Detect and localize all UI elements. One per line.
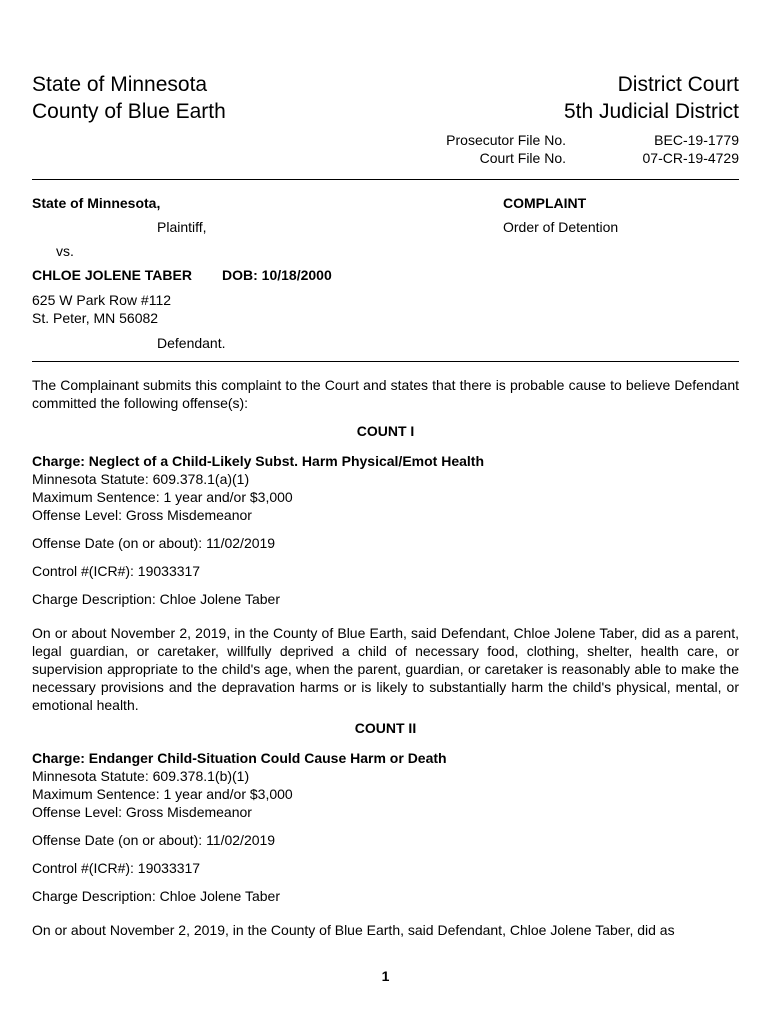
offense-date-line: Offense Date (on or about): 11/02/2019 [32,535,276,551]
intro-paragraph: The Complainant submits this complaint to the Court and states that there is probable cause to believe Defendant committed the following offense(s): [32,377,739,411]
narrative-paragraph: On or about November 2, 2019, in the County of Blue Earth, said Defendant, Chloe Jolene Taber, did as [32,922,675,938]
offense-level-line: Offense Level: Gross Misdemeanor [32,507,252,523]
page-number: 1 [381,968,390,984]
court-file-label: Court File No. [479,150,566,166]
defendant-address-line2: St. Peter, MN 56082 [32,310,159,326]
offense-level-line: Offense Level: Gross Misdemeanor [32,804,252,820]
document-type: COMPLAINT [503,195,587,211]
offense-date-line: Offense Date (on or about): 11/02/2019 [32,832,276,848]
district-title: 5th Judicial District [563,100,739,123]
max-sentence-line: Maximum Sentence: 1 year and/or $3,000 [32,786,293,802]
court-file-number: 07-CR-19-4729 [642,150,739,166]
county-title: County of Blue Earth [32,100,226,123]
control-number-line: Control #(ICR#): 19033317 [32,860,201,876]
charge-description-line: Charge Description: Chloe Jolene Taber [32,591,280,607]
count-heading: COUNT II [354,720,417,736]
defendant-name: CHLOE JOLENE TABER [32,267,192,283]
document-subtype: Order of Detention [503,219,619,235]
statute-line: Minnesota Statute: 609.378.1(a)(1) [32,471,250,487]
complaint-body [32,376,739,939]
max-sentence-line: Maximum Sentence: 1 year and/or $3,000 [32,489,293,505]
statute-line: Minnesota Statute: 609.378.1(b)(1) [32,768,250,784]
defendant-label: Defendant. [157,335,226,351]
plaintiff-name: State of Minnesota, [32,195,161,211]
court-title: District Court [617,73,739,96]
narrative-paragraph: On or about November 2, 2019, in the County of Blue Earth, said Defendant, Chloe Jolene Taber, did as a parent, legal guardian, or caretaker, willfully deprived a child of necessary food, clothing, shelter, health care, or supervision appropriate to the child's age, when the parent, guardian, or caretaker is reasonably able to make the necessary provisions and the depravation harms or is likely to substantially harm the child's physical, mental, or emotional health. [32,625,739,713]
defendant-address-line1: 625 W Park Row #112 [32,292,172,308]
charge-title: Charge: Endanger Child-Situation Could Cause Harm or Death [32,750,447,766]
plaintiff-label: Plaintiff, [157,219,207,235]
charge-description-line: Charge Description: Chloe Jolene Taber [32,888,280,904]
caption-divider [32,361,739,362]
prosecutor-file-number: BEC-19-1779 [654,132,739,148]
versus-label: vs. [56,243,74,259]
control-number-line: Control #(ICR#): 19033317 [32,563,201,579]
count-heading: COUNT I [356,423,415,439]
defendant-dob: DOB: 10/18/2000 [222,267,332,283]
complaint-page [32,0,739,1024]
header-divider [32,179,739,180]
charge-title: Charge: Neglect of a Child-Likely Subst. Harm Physical/Emot Health [32,453,484,469]
prosecutor-file-label: Prosecutor File No. [446,132,566,148]
state-title: State of Minnesota [32,73,208,96]
